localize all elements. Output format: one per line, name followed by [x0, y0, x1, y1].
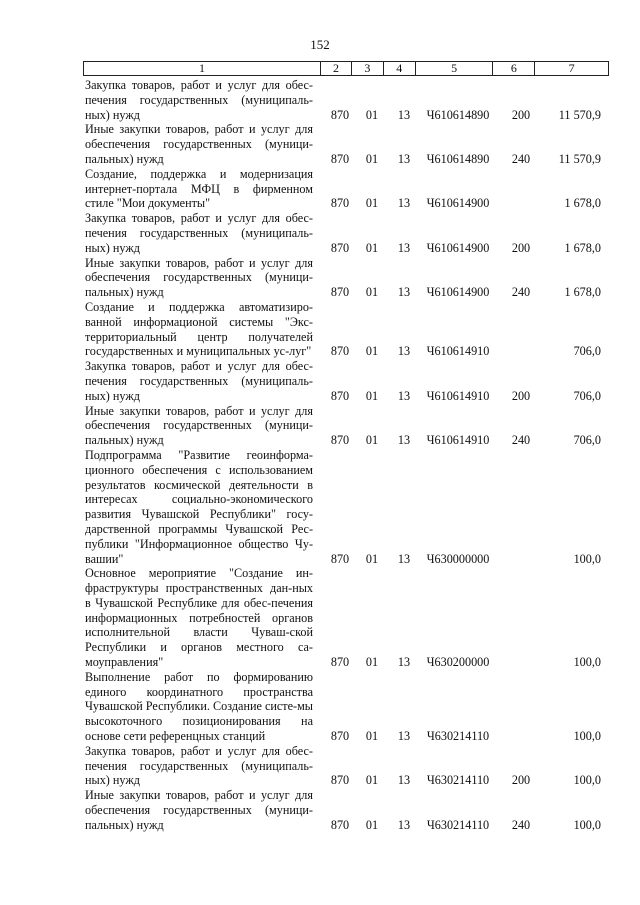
row-c5: Ч610614890	[426, 151, 490, 166]
row-c3: 01	[365, 285, 379, 300]
row-c4: 13	[397, 729, 411, 744]
row-c3: 01	[365, 773, 379, 788]
row-description: Иные закупки товаров, работ и услуг для обеспечения государственных (муници-пальных) нужд	[85, 122, 313, 166]
row-c7: 1 678,0	[564, 240, 601, 255]
row-c6: 240	[511, 433, 531, 448]
row-c2: 870	[330, 344, 350, 359]
row-c7: 1 678,0	[564, 196, 601, 211]
row-c7: 11 570,9	[558, 151, 601, 166]
row-c5: Ч610614910	[426, 344, 490, 359]
row-c4: 13	[397, 344, 411, 359]
row-description: Закупка товаров, работ и услуг для обес-печения государственных (муниципаль-ных) нужд	[85, 211, 313, 255]
table-row	[85, 256, 609, 300]
row-c7: 11 570,9	[558, 107, 601, 122]
row-c2: 870	[330, 151, 350, 166]
row-c4: 13	[397, 655, 411, 670]
table-row	[85, 566, 609, 670]
row-description: Подпрограмма "Развитие геоинформа-ционного обеспечения с использованием результатов космической деятельности в интересах социально-экономического развития Чувашской Республики" госу-дарственной программы Чувашской Рес-публики "Информационное общество Чу-вашии"	[85, 447, 313, 566]
row-c5: Ч610614890	[426, 107, 490, 122]
row-c3: 01	[365, 551, 379, 566]
table-row	[85, 78, 609, 122]
row-c7: 100,0	[573, 729, 601, 744]
row-c5: Ч630214110	[426, 729, 490, 744]
row-c4: 13	[397, 151, 411, 166]
row-description: Основное мероприятие "Создание ин-фраструктуры пространственных дан-ных в Чувашской Республике для обес-печения информационных потребностей органов исполнительной власти Чуваш-ской Республики и органов местного са-моуправления"	[85, 566, 313, 670]
row-c3: 01	[365, 344, 379, 359]
row-description: Иные закупки товаров, работ и услуг для обеспечения государственных (муници-пальных) нужд	[85, 788, 313, 832]
row-description: Создание и поддержка автоматизиро-ванной информационой системы "Экс-территориальный центр получателей государственных и муниципальных ус-луг"	[85, 299, 313, 359]
row-c5: Ч630214110	[426, 773, 490, 788]
table-row	[85, 167, 609, 211]
row-c4: 13	[397, 433, 411, 448]
header-col-3: 3	[352, 62, 384, 75]
row-c5: Ч610614910	[426, 388, 490, 403]
row-c3: 01	[365, 107, 379, 122]
header-col-2: 2	[321, 62, 352, 75]
row-c2: 870	[330, 773, 350, 788]
row-c7: 706,0	[573, 433, 601, 448]
row-c3: 01	[365, 817, 379, 832]
header-col-7: 7	[568, 61, 575, 75]
row-c2: 870	[330, 240, 350, 255]
row-c2: 870	[330, 729, 350, 744]
row-description: Иные закупки товаров, работ и услуг для обеспечения государственных (муници-пальных) нужд	[85, 255, 313, 300]
row-c2: 870	[330, 196, 350, 211]
row-c7: 1 678,0	[564, 285, 601, 300]
table-row	[85, 788, 609, 832]
row-c5: Ч610614900	[426, 240, 490, 255]
row-c3: 01	[365, 729, 379, 744]
row-c4: 13	[397, 285, 411, 300]
row-c5: Ч630200000	[426, 655, 490, 670]
row-c3: 01	[365, 388, 379, 403]
row-description: Иные закупки товаров, работ и услуг для обеспечения государственных (муници-пальных) нужд	[85, 403, 313, 448]
row-c7: 706,0	[573, 344, 601, 359]
page-number: 152	[310, 37, 330, 52]
row-c2: 870	[330, 551, 350, 566]
row-c5: Ч610614900	[426, 196, 490, 211]
row-c3: 01	[365, 151, 379, 166]
row-c4: 13	[397, 388, 411, 403]
row-c6: 240	[511, 285, 531, 300]
row-description: Выполнение работ по формированию единого координатного пространства Чувашской Республики. Создание систе-мы высокоточного позиционирования на основе сети референцных станций	[85, 669, 313, 744]
row-c6: 200	[511, 240, 531, 255]
header-col-5: 5	[416, 62, 494, 75]
row-c7: 706,0	[573, 388, 601, 403]
row-c3: 01	[365, 240, 379, 255]
table-row	[85, 404, 609, 448]
row-c7: 100,0	[573, 773, 601, 788]
row-c3: 01	[365, 655, 379, 670]
row-c7: 100,0	[573, 655, 601, 670]
table-header	[83, 61, 609, 76]
table-body	[85, 78, 609, 833]
row-c6: 240	[511, 151, 531, 166]
table-row	[85, 359, 609, 403]
row-c5: Ч610614900	[426, 285, 490, 300]
row-c4: 13	[397, 773, 411, 788]
row-c5: Ч610614910	[426, 433, 490, 448]
table-row	[85, 670, 609, 744]
header-col-4: 4	[384, 62, 416, 75]
header-col-6: 6	[493, 62, 535, 75]
table-row	[85, 448, 609, 566]
row-c5: Ч630214110	[426, 817, 490, 832]
table-row	[85, 122, 609, 166]
table-row	[85, 744, 609, 788]
row-c6: 200	[511, 773, 531, 788]
row-c4: 13	[397, 817, 411, 832]
row-c3: 01	[365, 433, 379, 448]
row-c4: 13	[397, 107, 411, 122]
table-row	[85, 211, 609, 255]
row-c2: 870	[330, 388, 350, 403]
row-description: Создание, поддержка и модернизация интернет-портала МФЦ в фирменном стиле "Мои документы"	[85, 166, 313, 211]
row-description: Закупка товаров, работ и услуг для обес-печения государственных (муниципаль-ных) нужд	[85, 359, 313, 403]
row-description: Закупка товаров, работ и услуг для обес-печения государственных (муниципаль-ных) нужд	[85, 78, 313, 122]
row-c6: 240	[511, 817, 531, 832]
row-c2: 870	[330, 433, 350, 448]
header-col-1: 1	[84, 62, 321, 75]
table-row	[85, 300, 609, 359]
row-c4: 13	[397, 551, 411, 566]
row-c4: 13	[397, 240, 411, 255]
row-c2: 870	[330, 655, 350, 670]
row-c2: 870	[330, 817, 350, 832]
row-c6: 200	[511, 388, 531, 403]
row-c3: 01	[365, 196, 379, 211]
row-c2: 870	[330, 107, 350, 122]
row-c6: 200	[511, 107, 531, 122]
row-c2: 870	[330, 285, 350, 300]
row-c7: 100,0	[573, 817, 601, 832]
row-c4: 13	[397, 196, 411, 211]
row-c7: 100,0	[573, 551, 601, 566]
row-description: Закупка товаров, работ и услуг для обес-печения государственных (муниципаль-ных) нужд	[85, 743, 313, 788]
row-c5: Ч630000000	[426, 551, 490, 566]
